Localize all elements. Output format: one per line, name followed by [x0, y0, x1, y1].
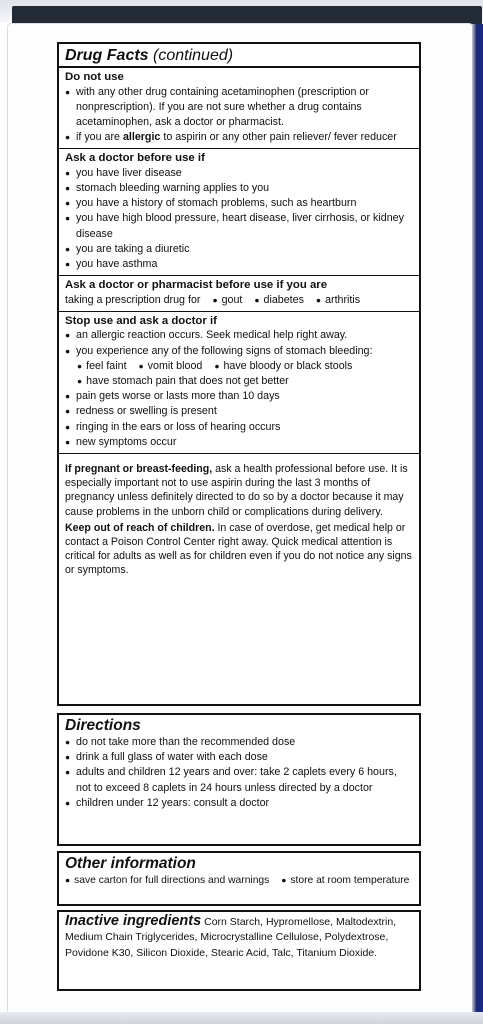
stop-use-heading: Stop use and ask a doctor if — [65, 314, 217, 327]
divider — [59, 148, 419, 149]
list-item: ● pain gets worse or lasts more than 10 days — [65, 389, 413, 404]
list-item — [65, 130, 413, 145]
list-item: ● an allergic reaction occurs. Seek medical help right away. — [65, 328, 413, 343]
divider — [59, 453, 419, 454]
list-item: ● stomach bleeding warning applies to you — [65, 181, 413, 196]
other-information-panel — [57, 851, 421, 906]
divider — [59, 275, 419, 276]
stomach-bleeding-signs-2 — [65, 374, 413, 389]
bullet-icon: ● — [281, 875, 287, 885]
list-item-bold: allergic — [122, 131, 161, 144]
list-item: ● children under 12 years: consult a doctor — [65, 796, 413, 811]
list-item: ● you have liver disease — [65, 166, 413, 181]
bullet-icon: ● — [77, 360, 83, 371]
do-not-use-list — [65, 85, 413, 146]
ask-pharmacist-line — [65, 293, 413, 308]
list-item: ● ringing in the ears or loss of hearing occurs — [65, 420, 413, 435]
list-item: ● you experience any of the following signs of stomach bleeding: — [65, 344, 413, 359]
list-item-text: if you are — [76, 131, 123, 144]
bullet-icon: ● — [77, 376, 83, 387]
drug-facts-panel — [57, 42, 421, 706]
condition-item: diabetes — [263, 293, 304, 306]
bullet-icon: ● — [315, 294, 322, 305]
bullet-icon: ● — [254, 294, 260, 305]
inactive-ingredients — [65, 914, 413, 961]
stomach-bleeding-signs — [65, 359, 413, 374]
drug-facts-title — [65, 46, 413, 66]
do-not-use-heading: Do not use — [65, 71, 124, 83]
ask-pharmacist-lead: taking a prescription drug for — [65, 293, 201, 306]
list-item: ● redness or swelling is present — [65, 404, 413, 419]
bullet-icon: ● — [138, 360, 144, 371]
divider — [59, 311, 419, 312]
stop-use-list — [65, 328, 413, 358]
other-information-heading: Other information — [65, 855, 196, 872]
pregnancy-warning — [65, 462, 413, 519]
sign-item: have stomach pain that does not get better — [86, 375, 289, 388]
condition-item: gout — [221, 293, 243, 306]
ask-doctor-heading: Ask a doctor before use if — [65, 152, 205, 165]
sign-item: feel faint — [86, 359, 127, 372]
bullet-icon: ● — [65, 875, 71, 885]
keep-out-text: In case of overdose, get medical help or contact a Poison Control Center right away. Quick medical attention is critical for adults as well as for children even if you do not notice any signs or symptoms. — [65, 521, 412, 577]
bullet-icon: ● — [212, 294, 218, 305]
list-item: ● you have asthma — [65, 257, 413, 272]
divider — [59, 66, 419, 68]
pregnancy-warning-bold: If pregnant or breast-feeding, — [65, 463, 213, 476]
list-item: ● adults and children 12 years and over: take 2 caplets every 6 hours, not to exceed 8 caplets in 24 hours unless directed by a doctor — [65, 765, 413, 795]
ask-pharmacist-heading: Ask a doctor or pharmacist before use if you are — [65, 279, 328, 292]
keep-out-of-reach — [65, 521, 413, 578]
stop-use-list-2 — [65, 389, 413, 450]
inactive-ingredients-heading: Inactive ingredients — [65, 913, 202, 929]
inactive-ingredients-panel — [57, 910, 421, 991]
inactive-ingredients-text: Corn Starch, Hypromellose, Maltodextrin, Medium Chain Triglycerides, Microcrystalline Cellulose, Polydextrose, Povidone K30, Silicon Dioxide, Stearic Acid, Talc, Titanium Dioxide. — [65, 916, 397, 959]
other-information-line — [65, 873, 413, 888]
condition-item: arthritis — [325, 293, 361, 306]
list-item: ● drink a full glass of water with each dose — [65, 750, 413, 765]
keep-out-bold: Keep out of reach of children. — [65, 521, 215, 534]
directions-heading: Directions — [65, 717, 141, 734]
list-item: ● you have high blood pressure, heart disease, liver cirrhosis, or kidney disease — [65, 211, 413, 241]
directions-list — [65, 735, 413, 811]
directions-panel — [57, 713, 421, 846]
list-item: ● with any other drug containing acetaminophen (prescription or nonprescription). If you are not sure whether a drug contains acetaminophen, ask a doctor or pharmacist. — [65, 85, 413, 131]
list-item: ● you have a history of stomach problems, such as heartburn — [65, 196, 413, 211]
other-info-item: store at room temperature — [290, 875, 410, 886]
bullet-icon: ● — [214, 360, 220, 371]
list-item: ● do not take more than the recommended dose — [65, 735, 413, 750]
drug-facts-title-text: Drug Facts — [65, 47, 149, 64]
pregnancy-warning-text: ask a health professional before use. It is especially important not to use aspirin during the last 3 months of pregnancy unless definitely directed to do so by a doctor because it may cause problems in the unborn child or complications during delivery. — [65, 463, 408, 518]
list-item: ● new symptoms occur — [65, 435, 413, 450]
carton-bottom-edge — [0, 1012, 483, 1024]
sign-item: have bloody or black stools — [223, 359, 353, 372]
other-info-item: save carton for full directions and warnings — [74, 875, 270, 886]
list-item: ● you are taking a diuretic — [65, 242, 413, 257]
ask-doctor-list — [65, 166, 413, 272]
sign-item: vomit blood — [147, 359, 203, 372]
list-item-text: to aspirin or any other pain reliever/ fever reducer — [160, 131, 397, 144]
carton-right-edge — [472, 24, 483, 1014]
drug-facts-title-suffix: (continued) — [153, 47, 234, 64]
